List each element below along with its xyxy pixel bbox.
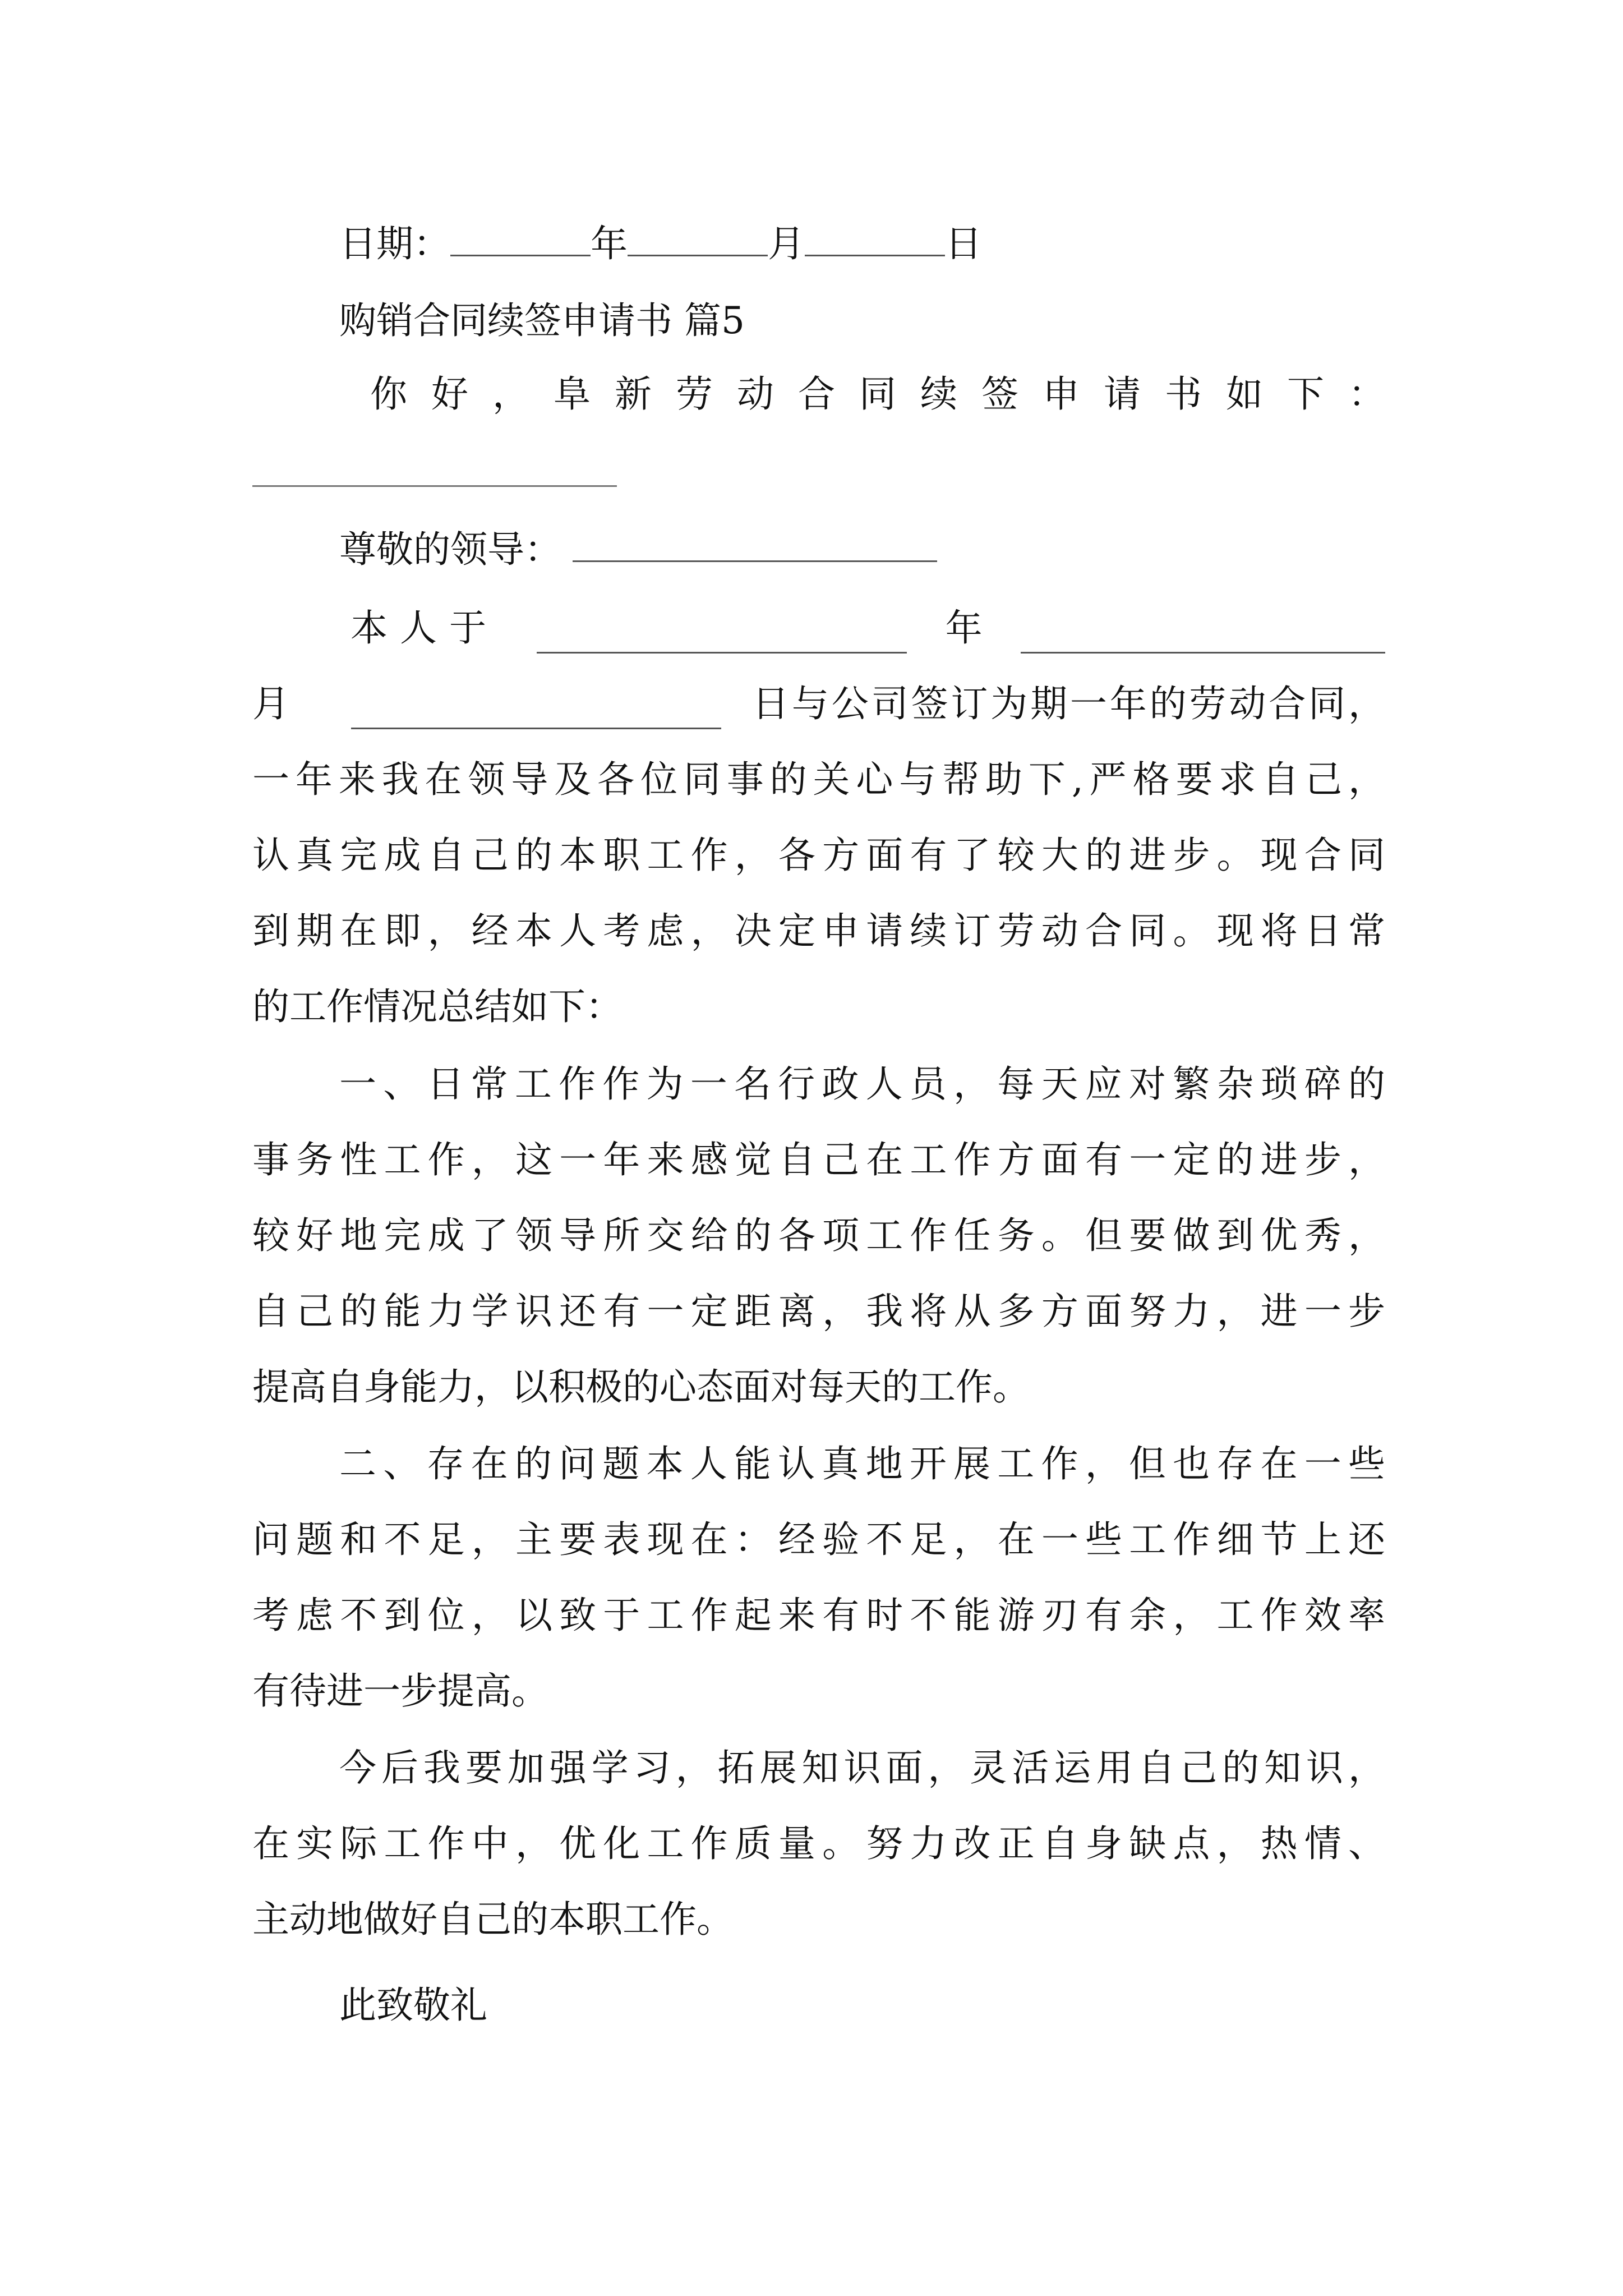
intro-line-6: 的工作情况总结如下： <box>252 985 623 1028</box>
intro-day-blank[interactable] <box>351 696 721 729</box>
section1-line-1: 一、日常工作作为一名行政人员，每天应对繁杂琐碎的 <box>339 1062 1385 1106</box>
intro-year-label: 年 <box>945 606 983 650</box>
month-label: 月 <box>768 222 805 265</box>
section2-line-3: 考虑不到位，以致于工作起来有时不能游刃有余，工作效率 <box>252 1594 1385 1637</box>
intro-line-5: 到期在即，经本人考虑，决定申请续订劳动合同。现将日常 <box>252 909 1385 953</box>
intro-line-2 <box>252 679 1385 729</box>
intro-line-4: 认真完成自己的本职工作，各方面有了较大的进步。现合同 <box>252 834 1385 877</box>
intro-month-label: 月 <box>252 682 289 725</box>
greeting-line: 你好，阜新劳动合同续签申请书如下： <box>370 372 1385 416</box>
section2-line-1: 二、存在的问题本人能认真地开展工作，但也存在一些 <box>339 1442 1385 1485</box>
intro-prefix: 本人于 <box>351 606 499 650</box>
intro-line-3: 一年来我在领导及各位同事的关心与帮助下,严格要求自己， <box>252 758 1385 801</box>
section3-line-3: 主动地做好自己的本职工作。 <box>252 1898 734 1941</box>
day-blank[interactable] <box>805 223 945 256</box>
closing-line: 此致敬礼 <box>339 1984 487 2027</box>
section2-line-2: 问题和不足，主要表现在：经验不足，在一些工作细节上还 <box>252 1518 1385 1561</box>
section3-line-1: 今后我要加强学习，拓展知识面，灵活运用自己的知识， <box>339 1746 1385 1789</box>
month-blank[interactable] <box>628 223 768 256</box>
year-blank[interactable] <box>450 223 591 256</box>
section1-line-5: 提高自身能力，以积极的心态面对每天的工作。 <box>252 1365 1030 1409</box>
day-label: 日 <box>945 222 982 265</box>
greeting-underline <box>252 485 617 487</box>
intro-year-blank[interactable] <box>537 620 907 654</box>
section1-line-2: 事务性工作，这一年来感觉自己在工作方面有一定的进步， <box>252 1138 1385 1181</box>
intro-month-blank[interactable] <box>1021 620 1385 654</box>
salutation-text: 尊敬的领导： <box>339 528 561 571</box>
section1-line-3: 较好地完成了领导所交给的各项工作任务。但要做到优秀， <box>252 1214 1385 1257</box>
intro-line-1 <box>351 603 1385 654</box>
year-label: 年 <box>591 222 628 265</box>
section2-line-4: 有待进一步提高。 <box>252 1669 548 1713</box>
date-line <box>339 219 1472 269</box>
date-label: 日期： <box>339 222 450 265</box>
document-title: 购销合同续签申请书 篇5 <box>339 299 745 342</box>
salutation-line <box>339 524 1472 575</box>
section1-line-4: 自己的能力学识还有一定距离，我将从多方面努力，进一步 <box>252 1290 1385 1333</box>
section3-line-2: 在实际工作中，优化工作质量。努力改正自身缺点，热情、 <box>252 1822 1385 1865</box>
leader-name-blank[interactable] <box>573 529 937 562</box>
intro-rest-text: 日与公司签订为期一年的劳动合同， <box>752 682 1385 725</box>
